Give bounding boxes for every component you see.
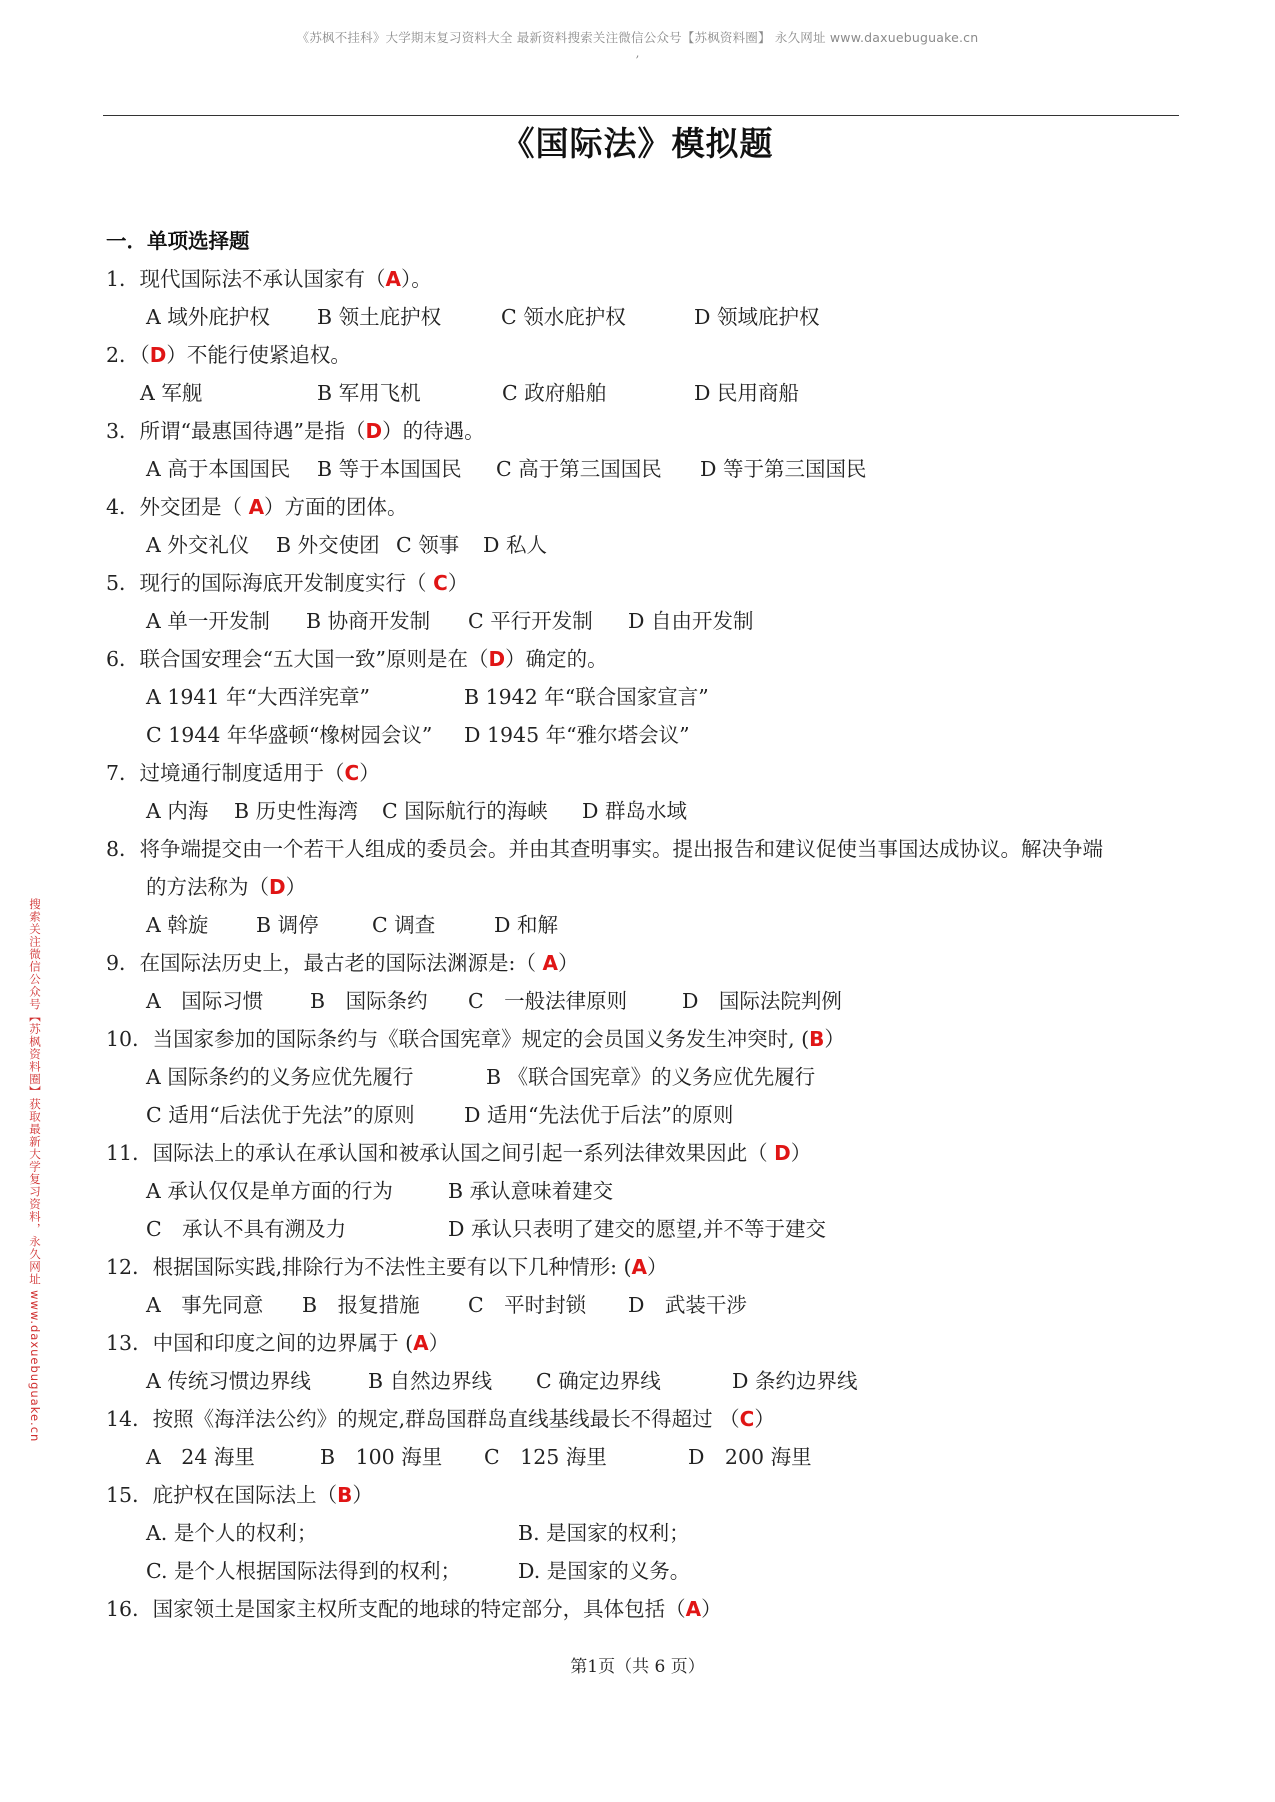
- options-9: [106, 982, 1186, 1020]
- question-6: [106, 640, 1186, 678]
- option-b: B. 是国家的权利；: [518, 1521, 690, 1545]
- question-text-end: ）: [824, 1027, 845, 1051]
- question-text-end: ）: [790, 1141, 812, 1165]
- answer-mark: D: [269, 875, 286, 899]
- question-text: 8．将争端提交由一个若干人组成的委员会。并由其查明事实。提出报告和建议促使当事国达成协议。解决争端: [106, 837, 1104, 861]
- question-1: [106, 260, 1186, 298]
- page-footer: 第1页（共 6 页）: [570, 1657, 705, 1677]
- header-mark: ,: [635, 46, 640, 60]
- answer-mark: C: [344, 761, 360, 785]
- question-text: 6．联合国安理会“五大国一致”原则是在（: [106, 647, 489, 671]
- answer-mark: D: [149, 343, 167, 367]
- question-5: [106, 564, 1186, 602]
- question-text-end: ）: [352, 1483, 373, 1507]
- options-13: [106, 1362, 1186, 1400]
- question-text-end: ）: [701, 1597, 722, 1621]
- option-d: D 1945 年“雅尔塔会议”: [464, 723, 690, 747]
- option-b: B 《联合国宪章》的义务应优先履行: [486, 1065, 816, 1089]
- question-13: [106, 1324, 1186, 1362]
- question-text-end: ）确定的。: [505, 647, 608, 671]
- question-4: [106, 488, 1186, 526]
- question-list: [106, 222, 1186, 1628]
- option-d: D 民用商船: [694, 381, 799, 405]
- answer-mark: B: [809, 1027, 825, 1051]
- options-3: [106, 450, 1186, 488]
- option-b: B 报复措施: [302, 1293, 420, 1317]
- option-c: C 125 海里: [484, 1445, 607, 1469]
- section-title: 一．单项选择题: [106, 229, 250, 253]
- question-text-end: ）。: [401, 267, 432, 291]
- answer-mark: A: [685, 1597, 702, 1621]
- question-text: 的方法称为（: [146, 875, 269, 899]
- options-11b: [106, 1210, 1186, 1248]
- option-b: B 100 海里: [320, 1445, 443, 1469]
- option-a: A 外交礼仪: [146, 533, 250, 557]
- option-c: C 领水庇护权: [501, 305, 626, 329]
- question-2: [106, 336, 1186, 374]
- option-a: A 斡旋: [146, 913, 209, 937]
- option-c: C 平行开发制: [468, 609, 593, 633]
- answer-mark: C: [433, 571, 448, 595]
- answer-mark: D: [365, 419, 383, 443]
- side-note: 搜索关注微信公众号【苏枫资料圈】获取最新大学复习资料，永久网址 www.daxuebuguake.cn: [28, 898, 42, 1443]
- option-b: B 军用飞机: [317, 381, 421, 405]
- option-d: D 国际法院判例: [682, 989, 842, 1013]
- question-text: 15．庇护权在国际法上（: [106, 1483, 338, 1507]
- options-6b: [106, 716, 1186, 754]
- option-d: D 自由开发制: [628, 609, 754, 633]
- option-b: B 自然边界线: [368, 1369, 493, 1393]
- option-b: B 国际条约: [310, 989, 428, 1013]
- options-5: [106, 602, 1186, 640]
- question-text-end: ）: [447, 571, 469, 595]
- question-text-end: ）: [557, 951, 579, 975]
- option-c: C 平时封锁: [468, 1293, 587, 1317]
- question-8-cont: [106, 868, 1186, 906]
- answer-mark: A: [248, 495, 265, 519]
- question-text-end: ）: [647, 1255, 668, 1279]
- question-15: [106, 1476, 1186, 1514]
- question-8: [106, 830, 1186, 868]
- options-14: [106, 1438, 1186, 1476]
- page-title: 《国际法》模拟题: [501, 124, 774, 163]
- option-c: C 调查: [372, 913, 436, 937]
- option-c: C 1944 年华盛顿“橡树园会议”: [146, 723, 433, 747]
- option-b: B 领土庇护权: [317, 305, 442, 329]
- question-text: 3．所谓“最惠国待遇”是指（: [106, 419, 366, 443]
- answer-mark: A: [385, 267, 402, 291]
- question-text-end: ）: [754, 1407, 775, 1431]
- question-text-end: ）: [428, 1331, 450, 1355]
- answer-mark: D: [488, 647, 506, 671]
- question-text: 4．外交团是（: [106, 495, 249, 519]
- option-c: C 承认不具有溯及力: [146, 1217, 347, 1241]
- header-rule: [103, 115, 1179, 116]
- option-d: D 200 海里: [688, 1445, 812, 1469]
- options-12: [106, 1286, 1186, 1324]
- answer-mark: D: [774, 1141, 791, 1165]
- option-a: A 国际条约的义务应优先履行: [146, 1065, 414, 1089]
- answer-mark: B: [337, 1483, 353, 1507]
- options-4: [106, 526, 1186, 564]
- options-11a: [106, 1172, 1186, 1210]
- question-text: 13．中国和印度之间的边界属于 (: [106, 1331, 414, 1355]
- question-7: [106, 754, 1186, 792]
- answer-mark: C: [739, 1407, 755, 1431]
- option-a: A 事先同意: [146, 1293, 264, 1317]
- option-a: A 内海: [146, 799, 209, 823]
- option-a: A 域外庇护权: [146, 305, 270, 329]
- option-a: A 高于本国国民: [146, 457, 291, 481]
- options-15b: [106, 1552, 1186, 1590]
- option-c: C 国际航行的海峡: [382, 799, 548, 823]
- option-d: D 武装干涉: [628, 1293, 747, 1317]
- option-b: B 等于本国国民: [317, 457, 462, 481]
- options-6a: [106, 678, 1186, 716]
- option-c: C 一般法律原则: [468, 989, 628, 1013]
- option-d: D 承认只表明了建交的愿望,并不等于建交: [448, 1217, 826, 1241]
- option-b: B 协商开发制: [306, 609, 431, 633]
- question-12: [106, 1248, 1186, 1286]
- options-10a: [106, 1058, 1186, 1096]
- option-b: B 历史性海湾: [234, 799, 359, 823]
- question-text: 10．当国家参加的国际条约与《联合国宪章》规定的会员国义务发生冲突时, (: [106, 1027, 810, 1051]
- question-text-end: ）: [359, 761, 380, 785]
- option-a: A 单一开发制: [146, 609, 270, 633]
- question-16: [106, 1590, 1186, 1628]
- option-d: D 适用“先法优于后法”的原则: [464, 1103, 734, 1127]
- option-d: D 领域庇护权: [694, 305, 820, 329]
- question-text: 14．按照《海洋法公约》的规定,群岛国群岛直线基线最长不得超过 （: [106, 1407, 740, 1431]
- question-10: [106, 1020, 1186, 1058]
- options-1: [106, 298, 1186, 336]
- option-c: C 政府船舶: [502, 381, 607, 405]
- option-c: C 高于第三国国民: [496, 457, 662, 481]
- option-d: D. 是国家的义务。: [518, 1559, 691, 1583]
- option-a: A 军舰: [140, 381, 203, 405]
- question-3: [106, 412, 1186, 450]
- option-b: B 承认意味着建交: [448, 1179, 614, 1203]
- answer-mark: A: [631, 1255, 648, 1279]
- option-d: D 群岛水域: [582, 799, 687, 823]
- question-text: 12．根据国际实践,排除行为不法性主要有以下几种情形: (: [106, 1255, 632, 1279]
- question-9: [106, 944, 1186, 982]
- header-note: 《苏枫不挂科》大学期末复习资料大全 最新资料搜索关注微信公众号【苏枫资料圈】 永久网址 www.daxuebuguake.cn: [296, 30, 979, 45]
- option-a: A 传统习惯边界线: [146, 1369, 311, 1393]
- option-d: D 条约边界线: [732, 1369, 858, 1393]
- option-b: B 调停: [256, 913, 319, 937]
- option-d: D 等于第三国国民: [700, 457, 867, 481]
- option-c: C 适用“后法优于先法”的原则: [146, 1103, 415, 1127]
- answer-mark: A: [542, 951, 558, 975]
- options-2: [106, 374, 1186, 412]
- option-b: B 1942 年“联合国家宣言”: [464, 685, 709, 709]
- option-a: A. 是个人的权利；: [146, 1521, 318, 1545]
- option-a: A 24 海里: [146, 1445, 255, 1469]
- option-c: C. 是个人根据国际法得到的权利；: [146, 1559, 461, 1583]
- question-text: 11．国际法上的承认在承认国和被承认国之间引起一系列法律效果因此（: [106, 1141, 775, 1165]
- option-a: A 1941 年“大西洋宪章”: [146, 685, 370, 709]
- question-text: 7．过境通行制度适用于（: [106, 761, 345, 785]
- option-a: A 国际习惯: [146, 989, 264, 1013]
- option-b: B 外交使团: [276, 533, 380, 557]
- question-text-end: ）不能行使紧追权。: [166, 343, 351, 367]
- option-d: D 私人: [483, 533, 547, 557]
- options-10b: [106, 1096, 1186, 1134]
- option-d: D 和解: [494, 913, 558, 937]
- question-14: [106, 1400, 1186, 1438]
- options-8: [106, 906, 1186, 944]
- options-7: [106, 792, 1186, 830]
- question-text: 1．现代国际法不承认国家有（: [106, 267, 386, 291]
- question-text-end: ）方面的团体。: [264, 495, 408, 519]
- option-c: C 领事: [396, 533, 460, 557]
- question-text: 9．在国际法历史上，最古老的国际法渊源是:（: [106, 951, 543, 975]
- option-a: A 承认仅仅是单方面的行为: [146, 1179, 393, 1203]
- question-text-end: ）: [285, 875, 307, 899]
- question-11: [106, 1134, 1186, 1172]
- option-c: C 确定边界线: [536, 1369, 661, 1393]
- answer-mark: A: [413, 1331, 429, 1355]
- question-text: 5．现行的国际海底开发制度实行（: [106, 571, 434, 595]
- options-15a: [106, 1514, 1186, 1552]
- question-text-end: ）的待遇。: [382, 419, 485, 443]
- question-text: 16．国家领土是国家主权所支配的地球的特定部分，具体包括（: [106, 1597, 686, 1621]
- question-text: 2．（: [106, 343, 150, 367]
